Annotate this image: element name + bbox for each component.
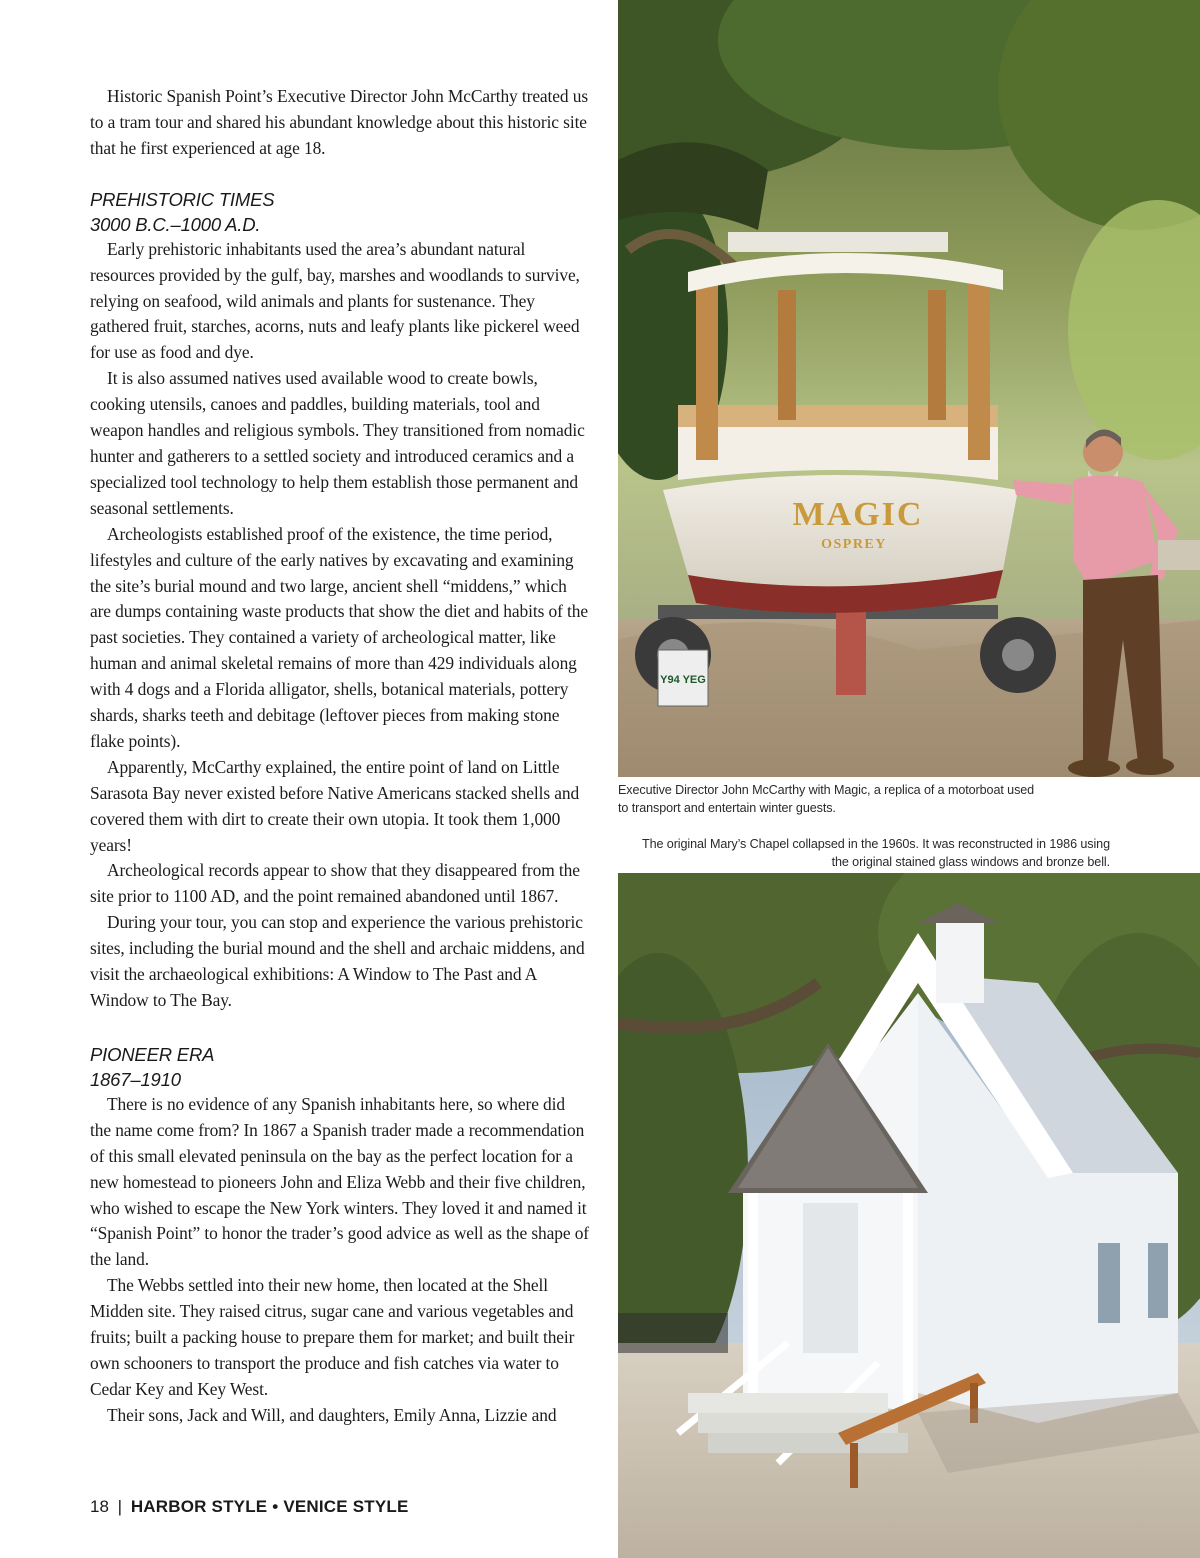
body-paragraph: It is also assumed natives used available wood to create bowls, cooking utensils, canoes and paddles, building materials, tool and weapon handles and religious symbols. They transitioned from nomadic hunter and gatherers to a settled society and introduced ceramics and a specialized tool technology to help them establish those permanent and seasonal settlements. <box>90 368 585 518</box>
magazine-name: HARBOR STYLE • VENICE STYLE <box>130 1497 409 1516</box>
body-paragraph: Archeologists established proof of the existence, the time period, lifestyles and culture of the early natives by excavating and examining the site’s burial mound and two large, ancient shell “middens,” which are dumps containing waste products that show the diet and habits of the past societies. They contained a variety of archeological matter, like human and animal skeletal remains of more than 429 individuals along with 4 dogs and a Florida alligator, shells, botanical materials, pottery shards, sharks teeth and debitage (leftover pieces from making stone flake points). <box>90 523 588 751</box>
boat-name-lettering: MAGIC <box>792 496 924 533</box>
footer-separator: | <box>117 1497 123 1516</box>
boat-photo <box>618 0 1200 777</box>
page-footer <box>90 1494 409 1520</box>
section-pioneer <box>90 1042 590 1429</box>
boat-photo-caption: Executive Director John McCarthy with Magic, a replica of a motorboat used to transport and entertain winter guests. <box>618 783 1035 815</box>
body-paragraph: Early prehistoric inhabitants used the area’s abundant natural resources provided by the gulf, bay, marshes and woodlands to survive, relying on seafood, wild animals and plants for sustenance. They gathered fruit, starches, acorns, nuts and leafy plants like pickerel weed for use as food and dye. <box>90 238 580 363</box>
section-prehistoric <box>90 187 590 1014</box>
page-number: 18 <box>90 1497 109 1516</box>
body-paragraph: Archeological records appear to show that they disappeared from the site prior to 1100 AD, and the point remained abandoned until 1867. <box>90 860 580 907</box>
section-dates: 3000 B.C.–1000 A.D. <box>90 213 261 235</box>
section-heading: PIONEER ERA <box>90 1043 215 1065</box>
body-paragraph: The Webbs settled into their new home, then located at the Shell Midden site. They raised citrus, sugar cane and various vegetables and fruits; built a packing house to prepare them for market; and built their own schooners to transport the produce and fish catches via water to Cedar Key and Key West. <box>90 1275 575 1399</box>
chapel-photo <box>618 873 1200 1558</box>
section-heading: PREHISTORIC TIMES <box>90 188 275 210</box>
boat-home-lettering: OSPREY <box>821 537 887 552</box>
body-paragraph: There is no evidence of any Spanish inhabitants here, so where did the name come from? In 1867 a Spanish trader made a recommendation of this small elevated peninsula on the bay as the perfect location for a new homestead to pioneers John and Eliza Webb and their five children, who wished to escape the New York winters. They loved it and named it “Spanish Point” to honor the trader’s good advice as well as the shape of the land. <box>90 1093 589 1270</box>
article-column <box>90 84 590 1429</box>
section-dates: 1867–1910 <box>90 1068 181 1090</box>
body-paragraph: Their sons, Jack and Will, and daughters, Emily Anna, Lizzie and <box>107 1404 557 1425</box>
license-plate: Y94 YEG <box>660 674 706 686</box>
chapel-photo-caption: The original Mary’s Chapel collapsed in the 1960s. It was reconstructed in 1986 using the original stained glass windows and bronze bell. <box>641 837 1110 869</box>
body-paragraph: During your tour, you can stop and experience the various prehistoric sites, including the burial mound and the shell and archaic middens, and visit the archaeological exhibitions: A Window to The Past and A Window to The Bay. <box>90 912 585 1010</box>
intro-paragraph: Historic Spanish Point’s Executive Director John McCarthy treated us to a tram tour and shared his abundant knowledge about this historic site that he first experienced at age 18. <box>90 86 589 158</box>
body-paragraph: Apparently, McCarthy explained, the entire point of land on Little Sarasota Bay never existed before Native Americans stacked shells and covered them with dirt to create their own utopia. It took them 1,000 years! <box>90 756 580 855</box>
